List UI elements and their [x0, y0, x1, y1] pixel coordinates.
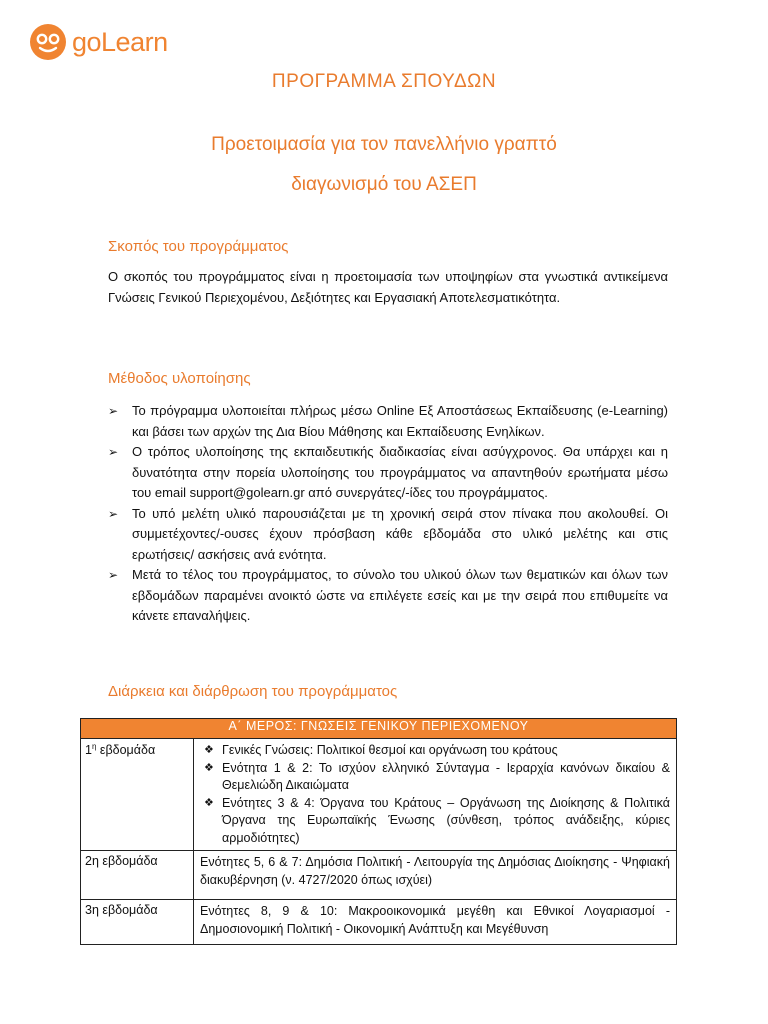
diamond-bullet-icon: ❖ — [204, 744, 214, 756]
bullet-text: Μετά το τέλος του προγράμματος, το σύνολο του υλικού όλων των θεματικών και όλων των εβδομάδων παραμένει ανοικτό ώστε να επιλέγετε εσείς και με την σειρά που επιθυμείτε να κάνετε επαναλήψεις. — [132, 567, 668, 623]
week-cell — [81, 739, 194, 851]
golearn-logo — [30, 22, 168, 62]
table-row — [81, 900, 677, 945]
page-subtitle-line-1: Προετοιμασία για τον πανελλήνιο γραπτό — [211, 134, 557, 155]
week-label: εβδομάδα — [96, 743, 156, 758]
arrow-bullet-icon: ➢ — [108, 445, 119, 459]
page-subtitle-line-2: διαγωνισμό του ΑΣΕΠ — [291, 174, 477, 195]
topic-text: Ενότητα 1 & 2: Το ισχύον ελληνικό Σύνταγμα - Ιεραρχία κανόνων δικαίου & Θεμελιώδη Δικαιώματα — [222, 760, 670, 792]
week-cell: 3η εβδομάδα — [81, 900, 194, 945]
bullet-text: Ο τρόπος υλοποίησης της εκπαιδευτικής διαδικασίας είναι ασύγχρονος. Θα υπάρχει και η δυνατότητα στην πορεία υλοποίησης του προγράμματος να απαντηθούν ερωτήματα μέσω του email support@golearn.gr από συνεργάτες/-ίδες του προγράμματος. — [132, 444, 668, 500]
diamond-bullet-icon: ❖ — [204, 796, 214, 809]
topic-text: Ενότητες 3 & 4: Όργανα του Κράτους – Οργάνωση της Διοίκησης & Πολιτικά Όργανα της Ευρωπαϊκής Ένωσης (σύνθεση, τρόπος ανάδειξης, κύριες αρμοδιότητες) — [222, 795, 670, 845]
table-row — [81, 851, 677, 900]
list-item — [108, 401, 668, 442]
week-topics-list — [200, 742, 670, 847]
week-cell: 2η εβδομάδα — [81, 851, 194, 900]
duration-heading: Διάρκεια και διάρθρωση του προγράμματος — [108, 683, 398, 700]
page-title: ΠΡΟΓΡΑΜΜΑ ΣΠΟΥΔΩΝ — [271, 71, 497, 92]
table-header-row — [81, 719, 677, 739]
diamond-bullet-icon: ❖ — [204, 761, 214, 774]
brand-name: goLearn — [72, 26, 168, 57]
list-item — [200, 795, 670, 848]
week-ordinal: η — [91, 742, 97, 751]
week-number: 1 — [85, 743, 92, 758]
content-cell — [194, 739, 677, 851]
purpose-text: Ο σκοπός του προγράμματος είναι η προετοιμασία των υποψηφίων στα γνωστικά αντικείμενα Γνώσεις Γενικού Περιεχομένου, Δεξιότητες και Εργασιακή Αποτελεσματικότητα. — [108, 269, 668, 305]
list-item — [200, 742, 670, 760]
method-bullet-list — [108, 401, 668, 627]
topic-text: Γενικές Γνώσεις: Πολιτικοί θεσμοί και οργάνωση του κράτους — [222, 743, 558, 757]
list-item — [108, 565, 668, 627]
list-item — [108, 442, 668, 504]
arrow-bullet-icon: ➢ — [108, 568, 119, 582]
list-item — [108, 504, 668, 566]
content-cell: Ενότητες 5, 6 & 7: Δημόσια Πολιτική - Λειτουργία της Δημόσιας Διοίκησης - Ψηφιακή διακυβέρνηση (ν. 4727/2020 όπως ισχύει) — [194, 851, 677, 900]
bullet-text: Το πρόγραμμα υλοποιείται πλήρως μέσω Online Εξ Αποστάσεως Εκπαίδευσης (e-Learning) και βάσει των αρχών της Δια Βίου Μάθησης και Εκπαίδευσης Ενηλίκων. — [132, 403, 668, 439]
table-row — [81, 739, 677, 851]
program-table — [80, 718, 677, 945]
arrow-bullet-icon: ➢ — [108, 506, 119, 521]
smiley-logo-icon — [30, 24, 66, 60]
bullet-text: Το υπό μελέτη υλικό παρουσιάζεται με τη χρονική σειρά στον πίνακα που ακολουθεί. Οι συμμετέχοντες/-ουσες έχουν πρόσβαση κάθε εβδομάδα στο υλικό μελέτης και στις ερωτήσεις/ ασκήσεις ανά ενότητα. — [132, 505, 668, 562]
purpose-heading: Σκοπός του προγράμματος — [108, 238, 289, 255]
list-item — [200, 760, 670, 795]
method-heading: Μέθοδος υλοποίησης — [108, 370, 251, 387]
content-cell: Ενότητες 8, 9 & 10: Μακροοικονομικά μεγέθη και Εθνικοί Λογαριασμοί - Δημοσιονομική Πολιτική - Οικονομική Ανάπτυξη και Μεγέθυνση — [194, 900, 677, 945]
arrow-bullet-icon: ➢ — [108, 404, 119, 418]
table-header: Α΄ ΜΕΡΟΣ: ΓΝΩΣΕΙΣ ΓΕΝΙΚΟΥ ΠΕΡΙΕΧΟΜΕΝΟΥ — [81, 719, 677, 739]
